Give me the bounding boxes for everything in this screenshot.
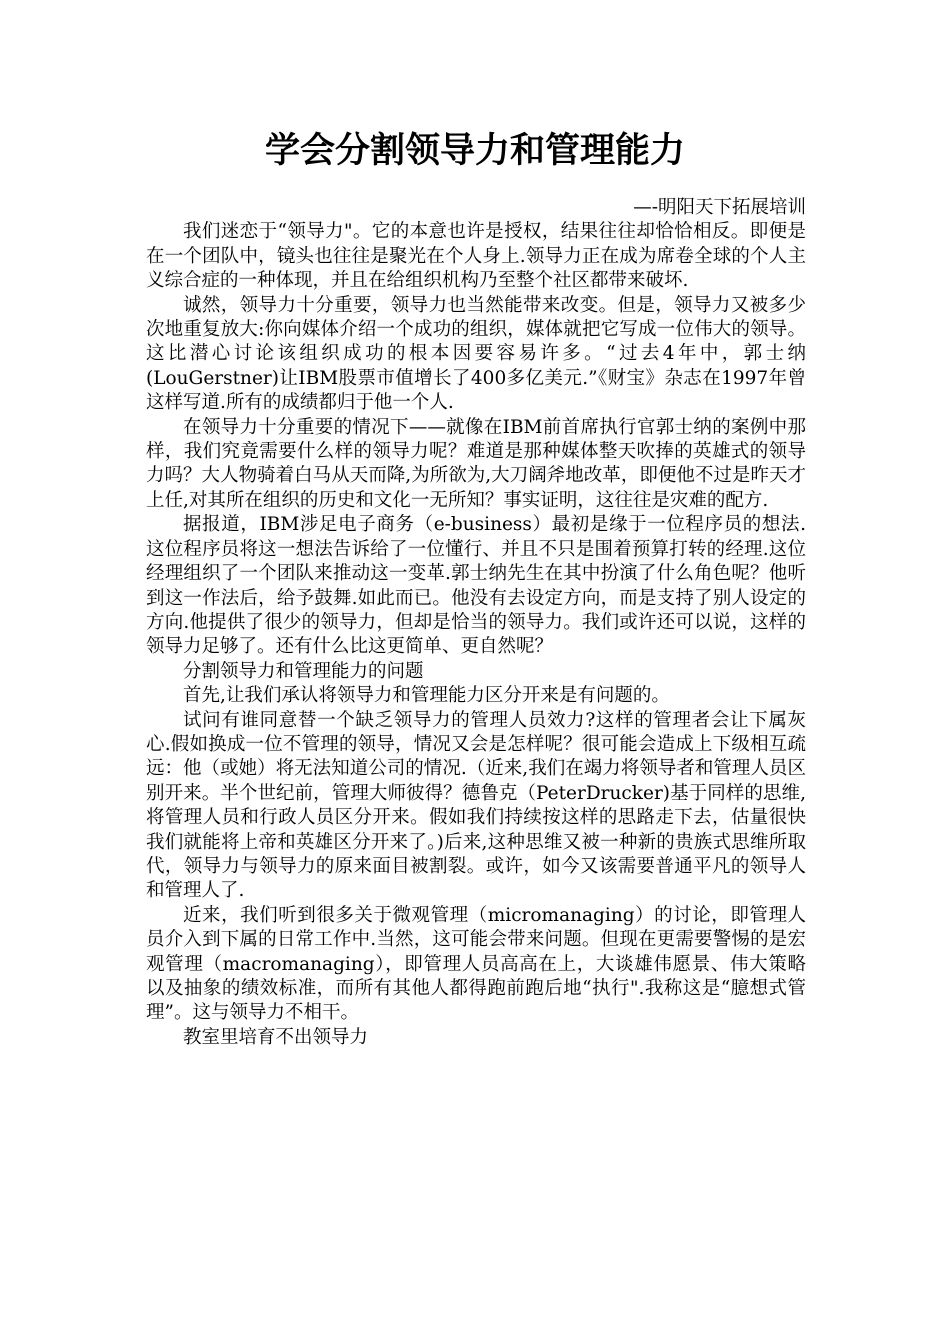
paragraph: 近来，我们听到很多关于微观管理（micromanaging）的讨论，即管理人员介入到下属的日常工作中.当然，这可能会带来问题。但现在更需要警惕的是宏观管理（macromanaging），即管理人员高高在上，大谈雄伟愿景、伟大策略以及抽象的绩效标准，而所有其他人都得跑前跑后地“执行".我称这是“臆想式管理”。这与领导力不相干。 <box>146 904 806 1024</box>
paragraph: 在领导力十分重要的情况下——就像在IBM前首席执行官郭士纳的案例中那样，我们究竟需要什么样的领导力呢？难道是那种媒体整天吹捧的英雄式的领导力吗？大人物骑着白马从天而降,为所欲为,大刀阔斧地改革，即便他不过是昨天才上任,对其所在组织的历史和文化一无所知？事实证明，这往往是灾难的配方. <box>146 416 806 511</box>
section-heading: 教室里培育不出领导力 <box>183 1026 369 1048</box>
paragraph: 据报道，IBM涉足电子商务（e-business）最初是缘于一位程序员的想法.这位程序员将这一想法告诉给了一位懂行、并且不只是围着预算打转的经理.这位经理组织了一个团队来推动这一变革.郭士纳先生在其中扮演了什么角色呢？他听到这一作法后，给予鼓舞.如此而已。他没有去设定方向，而是支持了别人设定的方向.他提供了很少的领导力，但却是恰当的领导力。我们或许还可以说，这样的领导力足够了。还有什么比这更简单、更自然呢？ <box>146 514 806 658</box>
document-subtitle: —-明阳天下拓展培训 <box>633 197 806 218</box>
section-heading: 分割领导力和管理能力的问题 <box>183 660 424 682</box>
paragraph: 首先,让我们承认将领导力和管理能力区分开来是有问题的。 <box>183 685 670 707</box>
paragraph: 诚然，领导力十分重要，领导力也当然能带来改变。但是，领导力又被多少次地重复放大:你向媒体介绍一个成功的组织，媒体就把它写成一位伟大的领导。这比潜心讨论该组织成功的根本因要容易许多。“过去4年中，郭士纳(LouGerstner)让IBM股票市值增长了400多亿美元.”《财宝》杂志在1997年曾这样写道.所有的成绩都归于他一个人. <box>146 294 806 414</box>
paragraph: 我们迷恋于“领导力"。它的本意也许是授权，结果往往却恰恰相反。即便是在一个团队中，镜头也往往是聚光在个人身上.领导力正在成为席卷全球的个人主义综合症的一种体现，并且在给组织机构乃至整个社区都带来破坏. <box>146 221 806 292</box>
document-title: 学会分割领导力和管理能力 <box>264 131 685 171</box>
paragraph: 试问有谁同意替一个缺乏领导力的管理人员效力?这样的管理者会让下属灰心.假如换成一位不管理的领导，情况又会是怎样呢？很可能会造成上下级相互疏远：他（或她）将无法知道公司的情况.（近来,我们在竭力将领导者和管理人员区别开来。半个世纪前，管理大师彼得？德鲁克（PeterDrucker)基于同样的思维,将管理人员和行政人员区分开来。假如我们持续按这样的思路走下去，估量很快我们就能将上帝和英雄区分开来了。)后来,这种思维又被一种新的贵族式思维所取代，领导力与领导力的原来面目被割裂。或许，如今又该需要普通平凡的领导人和管理人了. <box>146 709 806 902</box>
document-body <box>146 196 806 1050</box>
